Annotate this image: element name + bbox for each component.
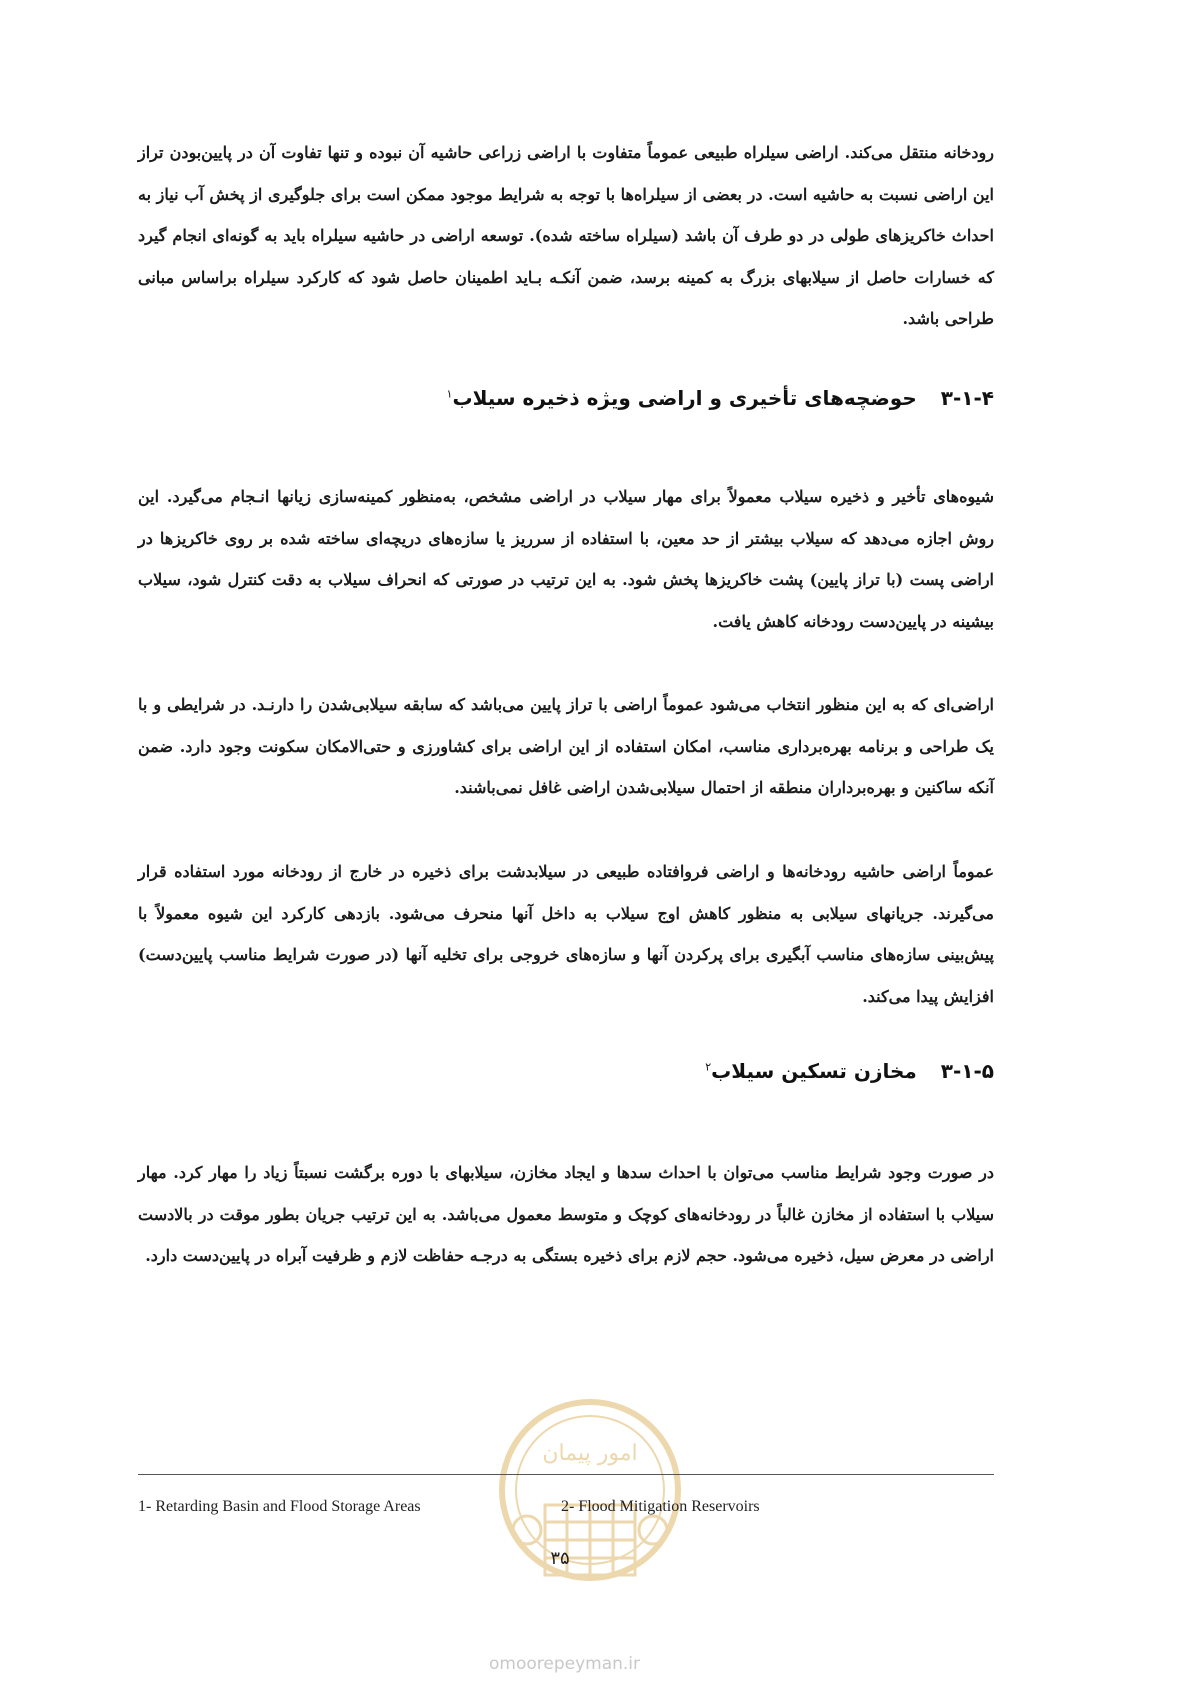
section-title: حوضچه‌های تأخیری و اراضی ویژه ذخیره سیلاب <box>452 386 917 410</box>
section-number: ۳-۱-۵ <box>940 1059 994 1083</box>
site-watermark: omoorepeyman.ir <box>489 1654 641 1674</box>
footnote-1: 1- Retarding Basin and Flood Storage Areas <box>138 1498 421 1515</box>
section-heading-retarding-basins <box>138 386 994 410</box>
footnote-mark: ۲ <box>705 1060 712 1074</box>
footnote-mark: ۱ <box>446 387 453 401</box>
section-title: مخازن تسکین سیلاب <box>711 1059 917 1083</box>
logo-text: امور پیمان <box>542 1441 638 1466</box>
paragraph-offstream-storage: عموماً اراضی حاشیه رودخانه‌ها و اراضی فروافتاده طبیعی در سیلابدشت برای ذخیره در خارج از رودخانه مورد استفاده قرار می‌گیرند. جریانهای سیلابی به منظور کاهش اوج سیلاب به داخل آنها منحرف می‌شود. بازدهی کارکرد این شیوه معمولاً با پیش‌بینی سازه‌های مناسب آبگیری برای پرکردن آنها و سازه‌های خروجی برای تخلیه آنها (در صورت شرایط مناسب پایین‌دست) افزایش پیدا می‌کند. <box>138 862 994 1006</box>
paragraph-retarding-methods: شیوه‌های تأخیر و ذخیره سیلاب معمولاً برای مهار سیلاب در اراضی مشخص، به‌منظور کمینه‌سازی زیانها انـجام می‌گیرد. این روش اجازه می‌دهد که سیلاب بیشتر از حد معین، با استفاده از سرریز یا سازه‌های دریچه‌ای ساخته شده بر روی خاکریزها در اراضی پست (با تراز پایین) پشت خاکریزها پخش شود. به این ترتیب در صورتی که انحراف سیلاب به دقت کنترل شود، سیلاب بیشینه در پایین‌دست رودخانه کاهش یافت. <box>138 487 994 631</box>
footnote-2: 2- Flood Mitigation Reservoirs <box>561 1498 760 1515</box>
paragraph-reservoirs: در صورت وجود شرایط مناسب می‌توان با احداث سدها و ایجاد مخازن، سیلابهای با دوره برگشت نسبتاً زیاد را مهار کرد. مهار سیلاب با استفاده از مخازن غالباً در رودخانه‌های کوچک و متوسط معمول می‌باشد. به این ترتیب جریان بطور موقت در بالادست اراضی در معرض سیل، ذخیره می‌شود. حجم لازم برای ذخیره بستگی به درجـه حفاظت لازم و ظرفیت آبراه در پایین‌دست دارد. <box>138 1163 994 1265</box>
page-number: ۳۵ <box>550 1548 570 1569</box>
footnote-separator <box>138 1474 994 1475</box>
publisher-logo-watermark <box>475 1390 705 1650</box>
section-heading-mitigation-reservoirs <box>138 1059 994 1083</box>
paragraph-floodway: رودخانه منتقل می‌کند. اراضی سیلراه طبیعی عموماً متفاوت با اراضی زراعی حاشیه آن نبوده و تنها تفاوت آن در پایین‌بودن تراز این اراضی نسبت به حاشیه است. در بعضی از سیلراه‌ها با توجه به شرایط موجود ممکن است برای جلوگیری از پخش آب نیاز به احداث خاکریزهای طولی در دو طرف آن باشد (سیلراه ساخته شده). توسعه اراضی در حاشیه سیلراه باید به گونه‌ای انجام گیرد که خسارات حاصل از سیلابهای بزرگ به کمینه برسد، ضمن آنکـه بـاید اطمینان حاصل شود که کارکرد سیلراه براساس مبانی طراحی باشد. <box>138 143 995 328</box>
section-number: ۳-۱-۴ <box>940 386 994 410</box>
paragraph-lowlands: اراضی‌ای که به این منظور انتخاب می‌شود عموماً اراضی با تراز پایین می‌باشد که سابقه سیلابی‌شدن را دارنـد. در شرایطی و با یک طراحی و برنامه بهره‌برداری مناسب، امکان استفاده از این اراضی برای کشاورزی و حتی‌الامکان سکونت وجود دارد. ضمن آنکه ساکنین و بهره‌برداران منطقه از احتمال سیلابی‌شدن اراضی غافل نمی‌باشند. <box>138 695 994 797</box>
